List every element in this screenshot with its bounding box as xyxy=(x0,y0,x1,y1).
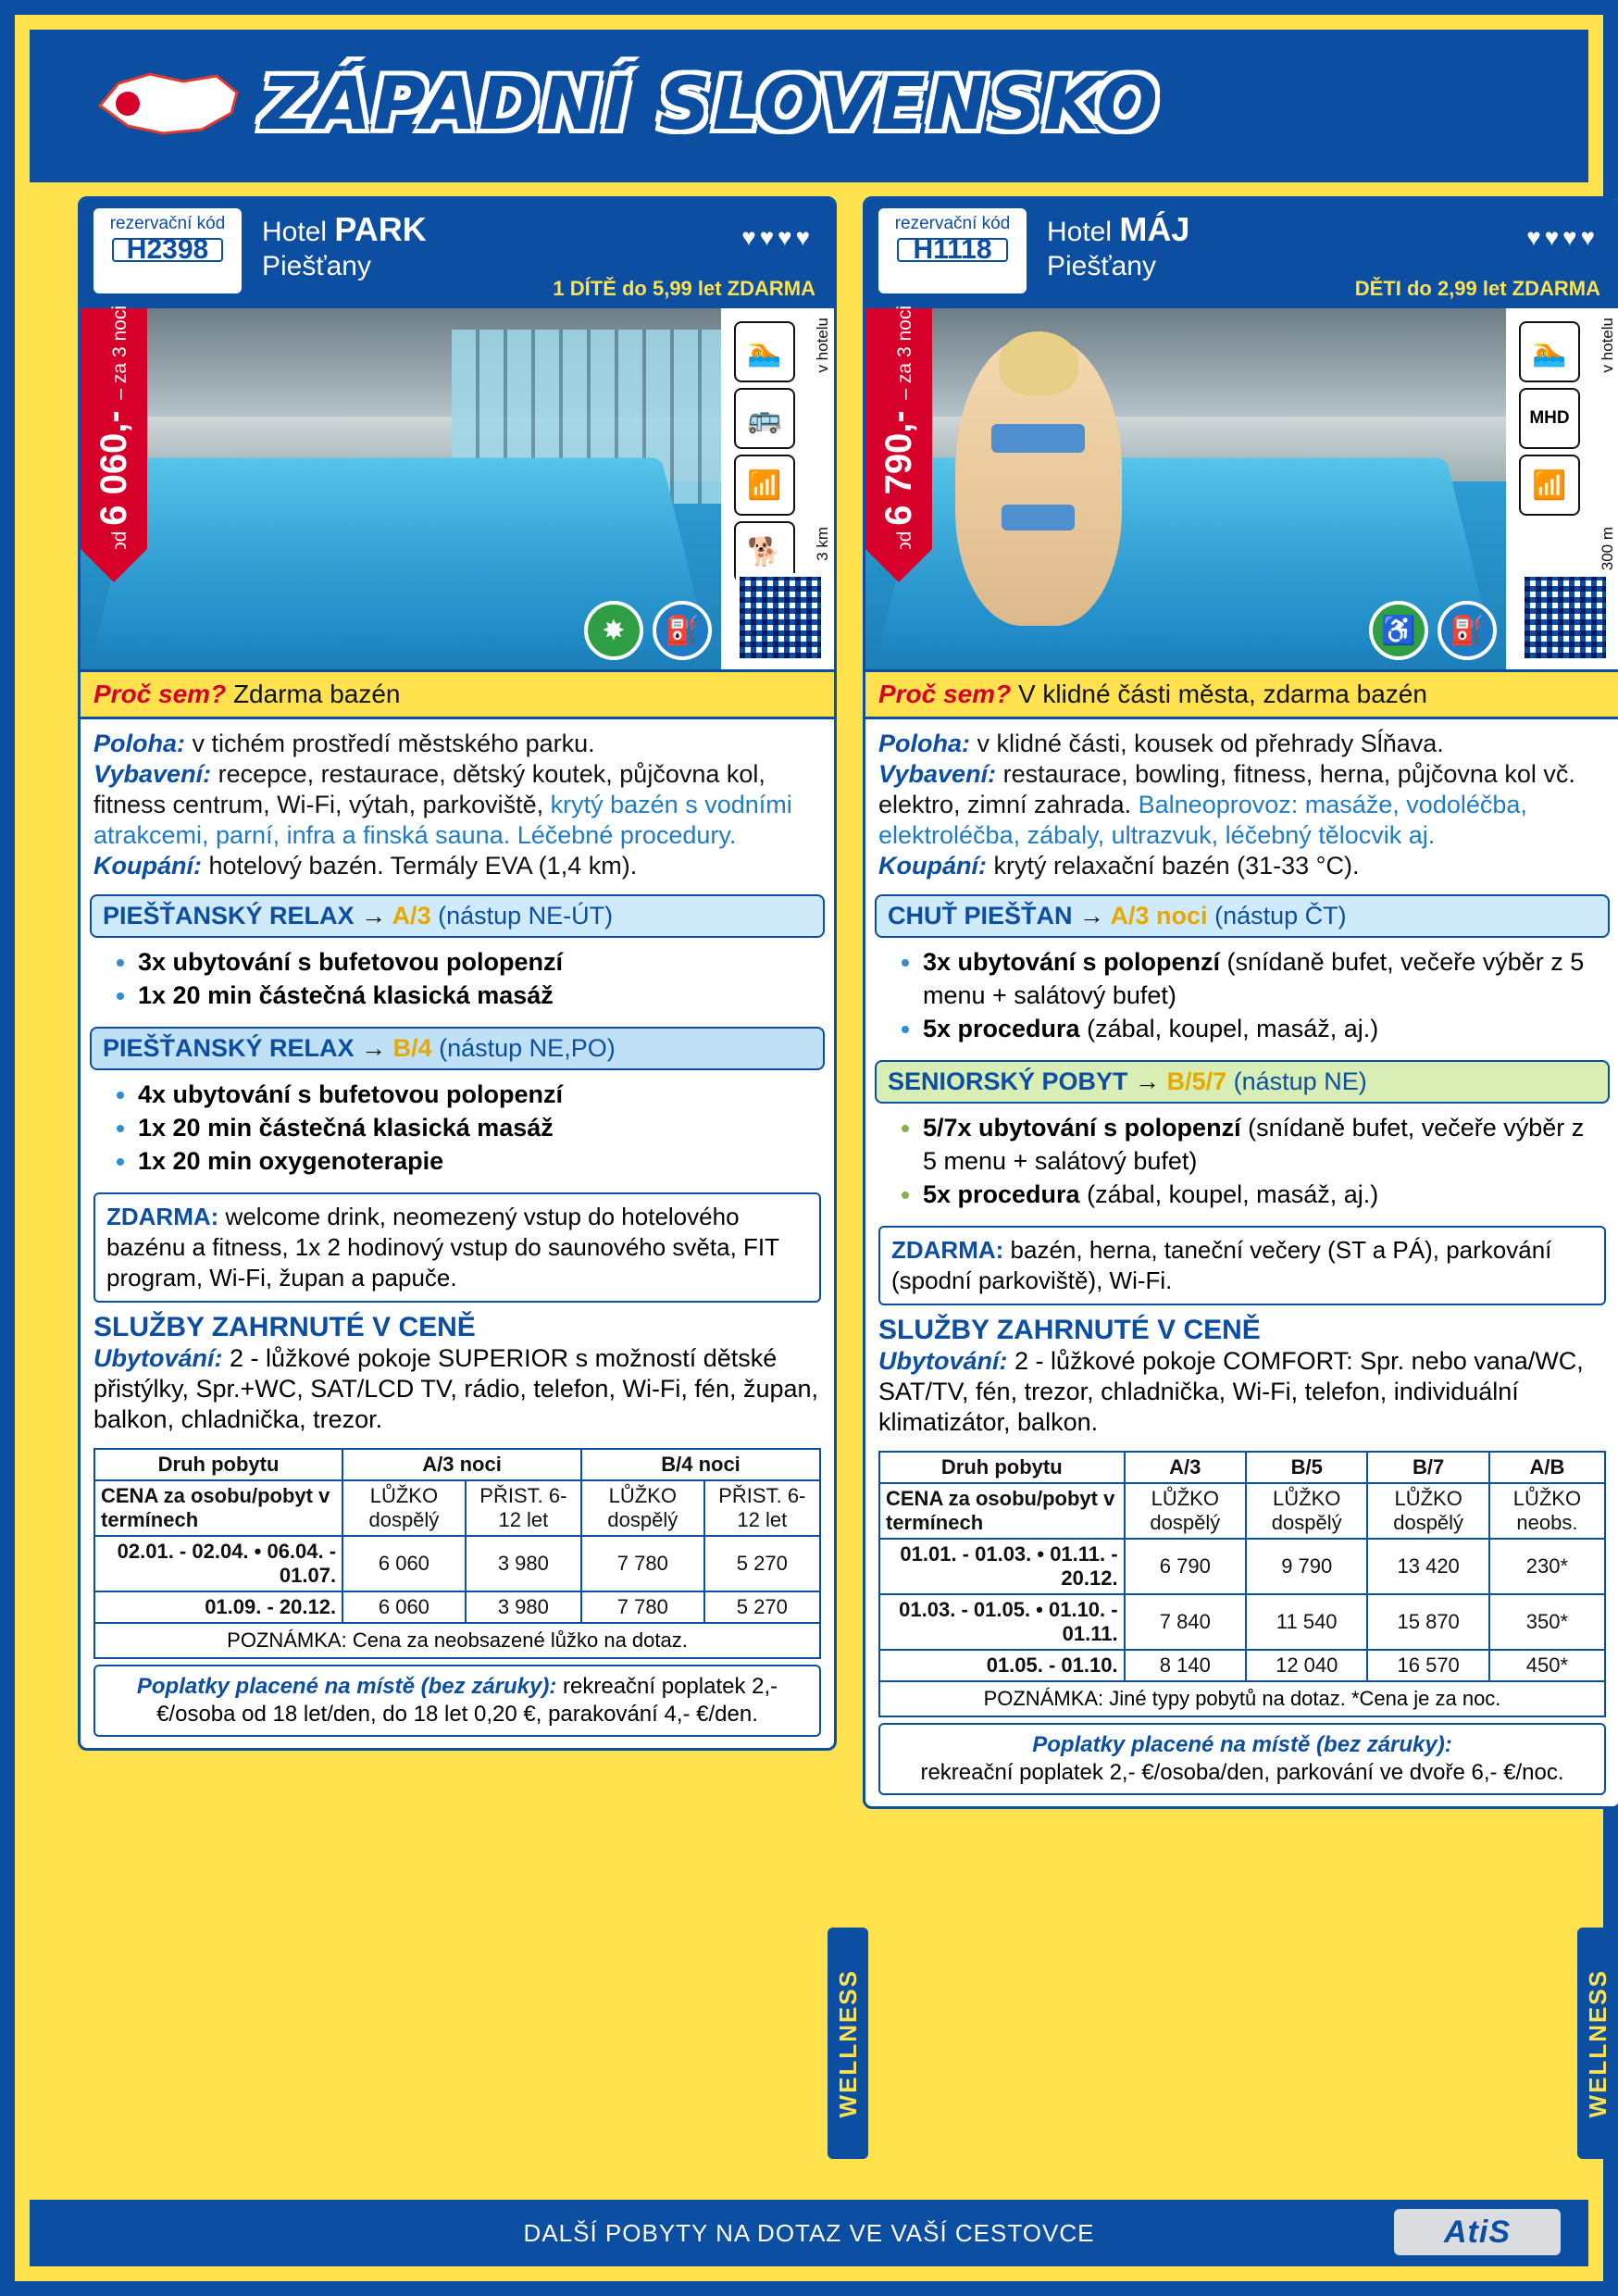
reservation-code-label: rezervační kód xyxy=(109,214,226,233)
services-title: SLUŽBY ZAHRNUTÉ V CENĚ xyxy=(878,1315,1261,1345)
hotel-description xyxy=(865,719,1618,885)
wellness-tab-left: WELLNESS xyxy=(828,1928,868,2159)
table-row: 01.01. - 01.03. • 01.11. - 20.12. 6 790 9 790 13 420 230* xyxy=(879,1539,1605,1594)
hotel-name xyxy=(262,210,427,249)
hotel-city: Piešťany xyxy=(1047,251,1156,281)
rating-hearts: ♥♥♥♥ xyxy=(741,223,814,251)
wifi-icon: 📶 xyxy=(1519,455,1580,516)
col-a3: A/3 noci xyxy=(342,1449,581,1480)
list-item: • 1x 20 min částečná klasická masáž xyxy=(138,1111,819,1144)
hotel-name-value: PARK xyxy=(334,210,427,248)
rail-distance-label: 300 m xyxy=(1599,527,1616,571)
table-row xyxy=(94,1449,820,1480)
list-item: • 3x ubytování s polopenzí (snídaně bufet, večeře výběr z 5 menu + salátový bufet) xyxy=(923,945,1604,1012)
eco-badges xyxy=(1369,601,1497,660)
price-ribbon: od 6 060,- – za 3 noci xyxy=(81,308,147,549)
col-price-label: CENA za osobu/pobyt v termínech xyxy=(94,1480,342,1536)
why-text: V klidné části města, zdarma bazén xyxy=(1017,680,1427,708)
description-facilities: Vybavení: recepce, restaurace, dětský koutek, půjčovna kol, fitness centrum, Wi-Fi, výtah, parkoviště, krytý bazén s vodními atrakcemi, parní, infra a finská sauna. Léčebné procedury. xyxy=(93,760,792,849)
price-value: 6 790,- xyxy=(877,409,919,526)
kids-free-badge: DĚTI do 2,99 let ZDARMA xyxy=(1354,277,1600,300)
reservation-code-label: rezervační kód xyxy=(894,214,1011,233)
package-arrow: → xyxy=(1079,902,1105,930)
price-from-label: od xyxy=(893,530,915,553)
package-code: A/3 xyxy=(392,902,431,930)
package-header-2 xyxy=(90,1027,825,1070)
page-inner xyxy=(30,30,1616,2266)
free-services-label: ZDARMA: xyxy=(891,1236,1004,1264)
reservation-code-value: H2398 xyxy=(112,238,223,262)
list-item: • 3x ubytování s bufetovou polopenzí xyxy=(138,945,819,979)
why-strip xyxy=(865,669,1618,719)
description-location: Poloha: v klidné části, kousek od přehrady Sĺňava. xyxy=(878,730,1444,757)
services-body: Ubytování: 2 - lůžkové pokoje SUPERIOR s možností dětské přistýlky, Spr.+WC, SAT/LCD TV, rádio, telefon, Wi-Fi, fén, župan, balkon, chladnička, trezor. xyxy=(93,1344,819,1433)
package-note: (nástup NE-ÚT) xyxy=(438,902,614,930)
col-extra: PŘIST. 6-12 let xyxy=(704,1480,820,1536)
why-strip xyxy=(81,669,834,719)
hotel-card-park xyxy=(78,196,837,1751)
package-title: SENIORSKÝ POBYT xyxy=(888,1067,1128,1095)
package-header-2 xyxy=(875,1060,1610,1104)
kids-free-badge: 1 DÍTĚ do 5,99 let ZDARMA xyxy=(553,277,815,300)
qr-code[interactable] xyxy=(1521,573,1610,662)
hotel-name-prefix: Hotel xyxy=(262,217,328,247)
hotel-photo-area xyxy=(81,305,834,669)
pool-icon: 🏊 xyxy=(734,321,795,382)
hotel-name-prefix: Hotel xyxy=(1047,217,1113,247)
hotel-description xyxy=(81,719,834,885)
wheelchair-icon: ♿ xyxy=(1369,601,1428,660)
local-fees: Poplatky placené na místě (bez záruky): rekreační poplatek 2,- €/osoba/den, parkování ve dvoře 6,- €/noc. xyxy=(878,1723,1606,1795)
table-note: POZNÁMKA: Cena za neobsazené lůžko na dotaz. xyxy=(93,1624,821,1659)
free-services-label: ZDARMA: xyxy=(106,1203,219,1230)
package-header-1 xyxy=(90,894,825,938)
hotel-city: Piešťany xyxy=(262,251,371,281)
reservation-code-box xyxy=(878,208,1027,293)
reservation-code-box xyxy=(93,208,242,293)
col-type: Druh pobytu xyxy=(879,1452,1125,1483)
price-ribbon: od 6 790,- – za 3 noci xyxy=(865,308,932,549)
mhd-icon: MHD xyxy=(1519,388,1580,449)
why-label: Proč sem? xyxy=(93,680,227,708)
page-header xyxy=(30,30,1588,182)
price-suffix: za 3 noci xyxy=(108,305,131,383)
description-bathing: Koupání: krytý relaxační bazén (31-33 °C). xyxy=(878,852,1360,880)
table-row xyxy=(879,1452,1605,1483)
price-table xyxy=(878,1451,1606,1682)
wifi-icon: 📶 xyxy=(734,455,795,516)
col-bed: LŮŽKO dospělý xyxy=(342,1480,466,1536)
footer-text: DALŠÍ POBYTY NA DOTAZ VE VAŠÍ CESTOVCE xyxy=(523,2218,1095,2247)
table-row: 01.05. - 01.10. 8 140 12 040 16 570 450* xyxy=(879,1650,1605,1681)
slovakia-map-icon xyxy=(94,61,243,144)
package-arrow: → xyxy=(361,1034,387,1062)
photo-person xyxy=(955,337,1122,626)
col-price-label: CENA za osobu/pobyt v termínech xyxy=(879,1483,1125,1539)
services-title: SLUŽBY ZAHRNUTÉ V CENĚ xyxy=(93,1312,476,1342)
services-body: Ubytování: 2 - lůžkové pokoje COMFORT: Spr. nebo vana/WC, SAT/TV, fén, trezor, chladnička, Wi-Fi, telefon, individuální klimatizátor, balkon. xyxy=(878,1347,1584,1436)
price-value: 6 060,- xyxy=(93,409,134,526)
free-services-text: welcome drink, neomezený vstup do hotelového bazénu a fitness, 1x 2 hodinový vstup do saunového světa, FIT program, Wi-Fi, župan a papuče. xyxy=(106,1203,779,1292)
package-items-2 xyxy=(81,1070,834,1183)
rail-distance-label: 3 km xyxy=(814,527,831,561)
hotel-photo-area xyxy=(865,305,1618,669)
hotel-name-value: MÁJ xyxy=(1119,210,1190,248)
package-code: B/5/7 xyxy=(1166,1067,1227,1095)
page-footer xyxy=(30,2200,1588,2266)
fuel-icon: ⛽ xyxy=(653,601,712,660)
why-text: Zdarma bazén xyxy=(232,680,401,708)
gluten-free-icon: ✸ xyxy=(584,601,643,660)
hotel-card-maj xyxy=(863,196,1618,1809)
fuel-icon: ⛽ xyxy=(1438,601,1497,660)
rail-top-label: v hotelu xyxy=(814,318,831,373)
description-bathing: Koupání: hotelový bazén. Termály EVA (1,4 km). xyxy=(93,852,638,880)
description-location: Poloha: v tichém prostředí městského parku. xyxy=(93,730,595,757)
price-table xyxy=(93,1448,821,1624)
qr-code[interactable] xyxy=(736,573,825,662)
local-fees: Poplatky placené na místě (bez záruky): rekreační poplatek 2,- €/osoba od 18 let/den, do 18 let 0,20 €, parakování 4,- €/den. xyxy=(93,1665,821,1737)
col-b4: B/4 noci xyxy=(581,1449,820,1480)
free-services-box xyxy=(878,1226,1606,1305)
rating-hearts: ♥♥♥♥ xyxy=(1526,223,1599,251)
package-header-1 xyxy=(875,894,1610,938)
atis-logo: AtiS xyxy=(1394,2209,1561,2255)
col-a3: A/3 xyxy=(1125,1452,1246,1483)
col-ab: A/B xyxy=(1489,1452,1605,1483)
package-items-2 xyxy=(865,1104,1618,1217)
package-note: (nástup NE) xyxy=(1233,1067,1367,1095)
package-arrow: → xyxy=(1135,1067,1161,1095)
table-row: 01.09. - 20.12. 6 060 3 980 7 780 5 270 xyxy=(94,1591,820,1623)
table-note: POZNÁMKA: Jiné typy pobytů na dotaz. *Cena je za noc. xyxy=(878,1682,1606,1717)
col-extra: PŘIST. 6-12 let xyxy=(466,1480,581,1536)
description-facilities: Vybavení: restaurace, bowling, fitness, herna, půjčovna kol vč. elektro, zimní zahrada. Balneoprovoz: masáže, vodoléčba, elektroléčba, zábaly, ultrazvuk, léčebný tělocvik aj. xyxy=(878,760,1575,849)
wellness-tab-right: WELLNESS xyxy=(1577,1928,1618,2159)
list-item: • 1x 20 min částečná klasická masáž xyxy=(138,979,819,1012)
hotel-header xyxy=(865,199,1618,308)
package-title: PIEŠŤANSKÝ RELAX xyxy=(103,902,355,930)
col-b7: B/7 xyxy=(1367,1452,1488,1483)
bus-icon: 🚌 xyxy=(734,388,795,449)
hotel-name xyxy=(1047,210,1189,249)
rail-top-label: v hotelu xyxy=(1599,318,1616,373)
why-label: Proč sem? xyxy=(878,680,1012,708)
list-item: • 5x procedura (zábal, koupel, masáž, aj.) xyxy=(923,1012,1604,1045)
package-note: (nástup ČT) xyxy=(1214,902,1347,930)
package-title: PIEŠŤANSKÝ RELAX xyxy=(103,1034,355,1062)
package-note: (nástup NE,PO) xyxy=(439,1034,616,1062)
table-row: CENA za osobu/pobyt v termínech LŮŽKO dospělý LŮŽKO dospělý LŮŽKO dospělý LŮŽKO neobs. xyxy=(879,1483,1605,1539)
table-row xyxy=(94,1480,820,1536)
table-row: 02.01. - 02.04. • 06.04. - 01.07. 6 060 3 980 7 780 5 270 xyxy=(94,1536,820,1591)
pool-icon: 🏊 xyxy=(1519,321,1580,382)
free-services-box xyxy=(93,1192,821,1303)
package-arrow: → xyxy=(361,902,387,930)
price-from-label: od xyxy=(108,530,131,553)
eco-badges xyxy=(584,601,712,660)
col-type: Druh pobytu xyxy=(94,1449,342,1480)
reservation-code-value: H1118 xyxy=(897,238,1008,262)
free-services-text: bazén, herna, taneční večery (ST a PÁ), parkování (spodní parkoviště), Wi-Fi. xyxy=(891,1236,1552,1294)
hotel-header xyxy=(81,199,834,308)
list-item: • 5x procedura (zábal, koupel, masáž, aj.) xyxy=(923,1178,1604,1211)
col-bed: LŮŽKO dospělý xyxy=(581,1480,704,1536)
package-title: CHUŤ PIEŠŤAN xyxy=(888,902,1073,930)
price-suffix: za 3 noci xyxy=(893,305,915,383)
package-code: B/4 xyxy=(392,1034,432,1062)
list-item: • 5/7x ubytování s polopenzí (snídaně bufet, večeře výběr z 5 menu + salátový bufet) xyxy=(923,1111,1604,1178)
package-items-1 xyxy=(865,938,1618,1051)
page-title: ZÁPADNÍ SLOVENSKO xyxy=(261,63,1160,146)
list-item: • 4x ubytování s bufetovou polopenzí xyxy=(138,1078,819,1111)
pet-icon: 🐕 xyxy=(734,521,795,582)
table-row: 01.03. - 01.05. • 01.10. - 01.11. 7 840 11 540 15 870 350* xyxy=(879,1594,1605,1650)
package-items-1 xyxy=(81,938,834,1017)
list-item: • 1x 20 min oxygenoterapie xyxy=(138,1144,819,1178)
col-b5: B/5 xyxy=(1246,1452,1367,1483)
package-code: A/3 noci xyxy=(1110,902,1208,930)
